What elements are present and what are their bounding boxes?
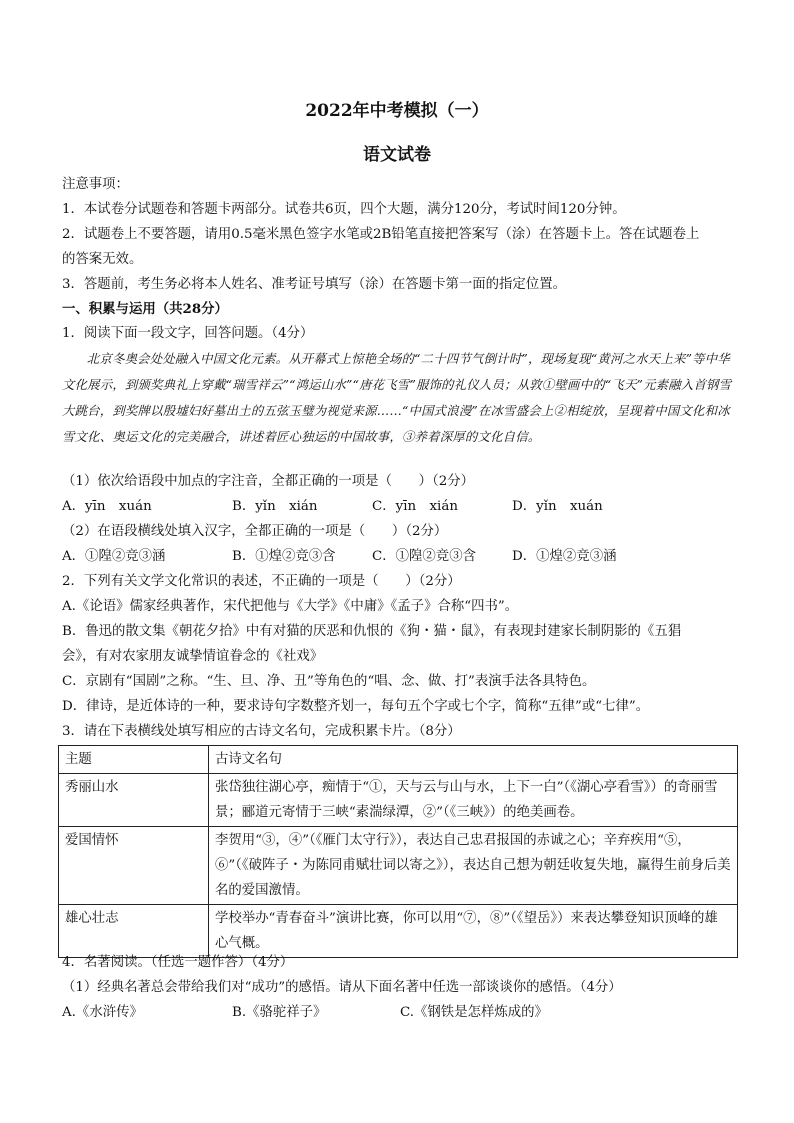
verse-cell: 张岱独往湖心亭，痴情于“①，天与云与山与水，上下一白”（《湖心亭看雪》）的奇丽雪景；郦道元寄情于三峡“素湍绿潭，②”（《三峡》）的绝美画卷。 bbox=[209, 774, 738, 827]
option-d: D．yǐn xuán bbox=[512, 499, 603, 514]
exam-title: 2022年中考模拟（一） bbox=[305, 101, 489, 121]
question-stem: 4．名著阅读。（任选一题作答）（4分） bbox=[62, 955, 294, 970]
option-b-continued: 会》，有对农家朋友诚挚情谊眷念的《社戏》 bbox=[62, 649, 324, 664]
table-row bbox=[59, 774, 738, 827]
theme-cell: 爱国情怀 bbox=[59, 827, 209, 905]
theme-cell: 雄心壮志 bbox=[59, 905, 209, 958]
sub-question: （2）在语段横线处填入汉字，全都正确的一项是（ ）（2分） bbox=[62, 524, 448, 539]
option-b: B．yǐn xián bbox=[232, 499, 318, 514]
table-header-row bbox=[59, 746, 738, 774]
reading-passage: 北京冬奥会处处融入中国文化元素。从开幕式上惊艳全场的“二十四节气倒计时”，现场复现“黄河之水天上来”等中华文化展示，到颁奖典礼上穿戴“瑞雪祥云”“鸿运山水”“唐花飞雪”服饰的礼仪人员；从敦①壁画中的“飞天”元素融入首钢雪大跳台，到奖牌以殷墟妇好墓出土的五弦玉璧为视觉来源……“中国式浪漫”在冰雪盛会上②相绽放，呈现着中国文化和冰雪文化、奥运文化的完美融合，讲述着匠心独运的中国故事，③养着深厚的文化自信。 bbox=[62, 351, 732, 444]
question-stem: 1．阅读下面一段文字，回答问题。（4分） bbox=[62, 326, 314, 341]
table-row bbox=[59, 827, 738, 905]
sub-question: （1）依次给语段中加点的字注音，全都正确的一项是（ ）（2分） bbox=[62, 474, 475, 489]
notice-item: 的答案无效。 bbox=[62, 252, 143, 267]
section-heading: 一、积累与运用（共28分） bbox=[62, 301, 228, 317]
option-b: B．①煌②竞③含 bbox=[232, 549, 336, 564]
accumulation-card-table bbox=[58, 745, 738, 958]
notice-item: 3．答题前，考生务必将本人姓名、准考证号填写（涂）在答题卡第一面的指定位置。 bbox=[62, 277, 566, 292]
notice-item: 2．试题卷上不要答题，请用0.5毫米黑色签字水笔或2B铅笔直接把答案写（涂）在答题卡上。答在试题卷上 bbox=[62, 227, 700, 242]
table-header: 古诗文名句 bbox=[209, 746, 738, 774]
notice-item: 1．本试卷分试题卷和答题卡两部分。试卷共6页，四个大题，满分120分，考试时间120分钟。 bbox=[62, 202, 626, 217]
option-b: B.《骆驼祥子》 bbox=[232, 1005, 327, 1020]
question-stem: 3．请在下表横线处填写相应的古诗文名句，完成积累卡片。（8分） bbox=[62, 724, 461, 739]
option-c: C．yīn xián bbox=[372, 499, 458, 514]
option-b: B．鲁迅的散文集《朝花夕拾》中有对猫的厌恶和仇恨的《狗・猫・鼠》，有表现封建家长制阴影的《五猖 bbox=[62, 624, 682, 639]
sub-question: （1）经典名著总会带给我们对“成功”的感悟。请从下面名著中任选一部谈谈你的感悟。（4分） bbox=[62, 980, 622, 995]
option-c: C．①隍②竞③含 bbox=[372, 549, 476, 564]
option-c: C．京剧有“国剧”之称。“生、旦、净、丑”等角色的“唱、念、做、打”表演手法各具特色。 bbox=[62, 674, 596, 689]
option-d: D．律诗，是近体诗的一种，要求诗句字数整齐划一，每句五个字或七个字，简称“五律”或“七律”。 bbox=[62, 699, 650, 714]
exam-subtitle: 语文试卷 bbox=[363, 145, 431, 165]
theme-cell: 秀丽山水 bbox=[59, 774, 209, 827]
option-a: A．yīn xuán bbox=[62, 499, 152, 514]
option-c: C.《钢铁是怎样炼成的》 bbox=[400, 1005, 548, 1020]
option-a: A．①隍②竞③涵 bbox=[62, 549, 166, 564]
option-d: D．①煌②竞③涵 bbox=[512, 549, 617, 564]
verse-cell: 学校举办“青春奋斗”演讲比赛，你可以用“⑦，⑧”（《望岳》）来表达攀登知识顶峰的雄心气概。 bbox=[209, 905, 738, 958]
question-stem: 2．下列有关文学文化常识的表述，不正确的一项是（ ）（2分） bbox=[62, 574, 461, 589]
option-a: A.《水浒传》 bbox=[62, 1005, 143, 1020]
option-a: A.《论语》儒家经典著作，宋代把他与《大学》《中庸》《孟子》合称“四书”。 bbox=[62, 599, 519, 614]
verse-cell: 李贺用“③，④”（《雁门太守行》），表达自己忠君报国的赤诚之心；辛弃疾用“⑤，⑥”（《破阵子・为陈同甫赋壮词以寄之》），表达自己想为朝廷收复失地，赢得生前身后美名的爱国激情。 bbox=[209, 827, 738, 905]
table-header: 主题 bbox=[59, 746, 209, 774]
notice-heading: 注意事项： bbox=[62, 177, 129, 192]
